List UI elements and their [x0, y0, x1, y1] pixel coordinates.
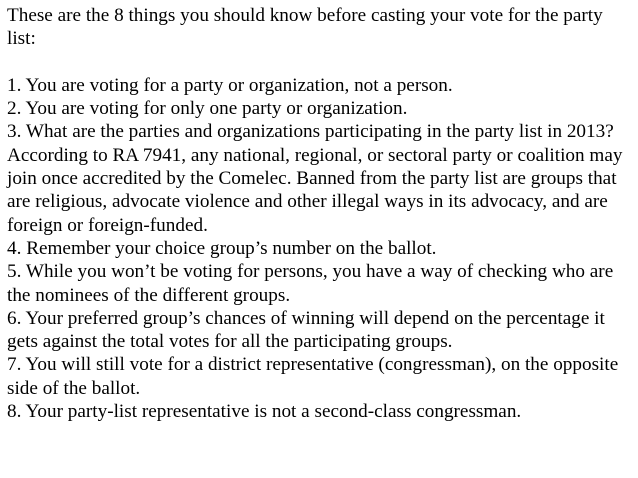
intro-paragraph: These are the 8 things you should know before casting your vote for the party list:	[7, 5, 603, 50]
list-item: 3. What are the parties and organizations participating in the party list in 2013? According to RA 7941, any national, regional, or sectoral party or coalition may join once accredited by the Comelec. Banned from the party list are groups that are religious, advocate violence and other illegal ways in its advocacy, and are foreign or foreign-funded.	[7, 121, 623, 236]
list-item: 6. Your preferred group’s chances of winning will depend on the percentage it gets against the total votes for all the participating groups.	[7, 307, 605, 353]
things-to-know-list	[7, 74, 635, 423]
list-item: 8. Your party-list representative is not a second-class congressman.	[7, 401, 522, 423]
list-item: 7. You will still vote for a district representative (congressman), on the opposite side of the ballot.	[7, 354, 619, 399]
list-item: 1. You are voting for a party or organization, not a person.	[7, 74, 453, 96]
list-item: 5. While you won’t be voting for persons, you have a way of checking who are the nominees of the different groups.	[7, 261, 614, 306]
list-item: 2. You are voting for only one party or organization.	[7, 98, 408, 120]
list-item: 4. Remember your choice group’s number on the ballot.	[7, 237, 437, 259]
document-body	[7, 4, 635, 423]
